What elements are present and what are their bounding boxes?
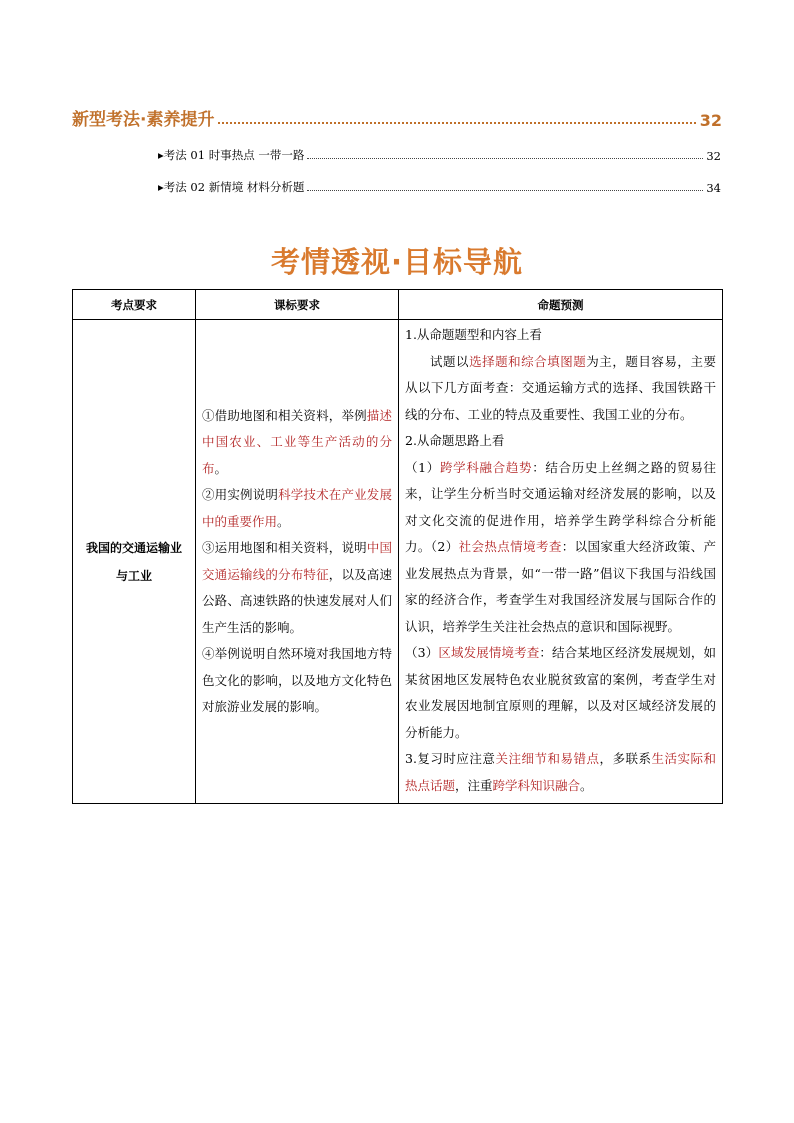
- table-header-row: [73, 290, 723, 320]
- text-segment: 。: [580, 777, 593, 793]
- highlighted-text: 区域发展情境考查: [438, 645, 540, 660]
- standard-paragraph: [202, 482, 392, 535]
- text-segment: 1.从命题题型和内容上看: [405, 327, 542, 342]
- toc-item[interactable]: [158, 145, 721, 163]
- header-topic: 考点要求: [73, 290, 196, 320]
- highlighted-text: 跨学科融合趋势: [439, 459, 533, 475]
- header-standards: 课标要求: [196, 290, 399, 320]
- table-row: [73, 320, 723, 804]
- highlighted-text: 跨学科知识融合: [492, 777, 581, 793]
- text-segment: （3）: [405, 645, 439, 660]
- prediction-paragraph: [405, 640, 716, 746]
- standard-paragraph: [202, 535, 392, 641]
- text-segment: ①借助地图和相关资料，举例: [202, 407, 367, 423]
- highlighted-text: 选择题和综合填图题: [469, 353, 587, 369]
- text-segment: 。: [214, 460, 228, 476]
- toc-item[interactable]: [158, 177, 721, 195]
- toc-item-page: 34: [706, 181, 721, 195]
- text-segment: ：以国家重大经济政策、产业发展热点为背景，如“一带一路”倡议下我国与沿线国家的经济合作，考查学生对我国经济发展与国际合作的认识，培养学生关注社会热点的意识和国际视野。: [405, 539, 716, 634]
- text-segment: ③运用地图和相关资料，说明: [202, 540, 367, 555]
- text-segment: 。: [277, 513, 290, 529]
- toc-leader-dots: [218, 122, 695, 124]
- toc-heading-title: 新型考法·素养提升: [72, 110, 215, 130]
- highlighted-text: 科学技术在产业发展中的重要作用: [202, 487, 392, 529]
- text-segment: （1）: [405, 459, 440, 475]
- toc-leader-dots: [307, 158, 703, 159]
- text-segment: ：结合历史上丝绸之路的贸易往来，让学生分析当时交通运输对经济发展的影响，以及对文化交流的促进作用，培养学生跨学科综合分析能力。（2）: [405, 459, 716, 554]
- toc-item-title: ▸考法 01 时事热点 一带一路: [158, 148, 305, 162]
- standard-paragraph: [202, 641, 392, 721]
- standard-paragraph: [202, 403, 392, 483]
- text-segment: 3.复习时应注意: [405, 751, 496, 766]
- exam-analysis-table: [72, 289, 723, 804]
- toc-heading-page: 32: [699, 111, 722, 130]
- highlighted-text: 关注细节和易错点: [495, 751, 600, 766]
- text-segment: 2.从命题思路上看: [405, 433, 505, 448]
- standards-cell: [196, 320, 399, 804]
- prediction-cell: [399, 320, 723, 804]
- text-segment: 为主，题目容易，主要从以下几方面考查：交通运输方式的选择、我国铁路干线的分布、工业的特点及重要性、我国工业的分布。: [405, 353, 716, 422]
- toc-item-page: 32: [706, 149, 721, 163]
- prediction-list: [405, 322, 716, 799]
- text-segment: ②用实例说明: [202, 487, 279, 502]
- text-segment: ，多联系: [599, 751, 652, 766]
- text-segment: ④举例说明自然环境对我国地方特色文化的影响，以及地方文化特色对旅游业发展的影响。: [202, 646, 392, 714]
- highlighted-text: 中国交通运输线的分布特征: [202, 540, 392, 582]
- prediction-paragraph: [405, 455, 716, 641]
- text-segment: ：结合某地区经济发展规划，如某贫困地区发展特色农业脱贫致富的案例，考查学生对农业发展因地制宜原则的理解，以及对区域经济发展的分析能力。: [405, 645, 716, 740]
- toc-leader-dots: [307, 190, 703, 191]
- text-segment: ，以及高速公路、高速铁路的快速发展对人们生产生活的影响。: [202, 566, 392, 635]
- prediction-paragraph: [405, 322, 716, 349]
- topic-cell: 我国的交通运输业与工业: [73, 320, 196, 804]
- highlighted-text: 描述中国农业、工业等生产活动的分布: [202, 407, 392, 476]
- highlighted-text: 生活实际和热点话题: [405, 751, 716, 793]
- toc-heading[interactable]: [72, 104, 722, 130]
- prediction-paragraph: [405, 746, 716, 799]
- prediction-paragraph: [405, 349, 716, 429]
- prediction-paragraph: [405, 428, 716, 455]
- highlighted-text: 社会热点情境考查: [458, 539, 562, 554]
- toc-item-title: ▸考法 02 新情境 材料分析题: [158, 180, 305, 194]
- header-prediction: 命题预测: [399, 290, 723, 320]
- section-title: 考情透视·目标导航: [270, 245, 524, 279]
- text-segment: ，注重: [455, 777, 493, 793]
- text-segment: 试题以: [430, 353, 470, 369]
- standards-list: [202, 403, 392, 721]
